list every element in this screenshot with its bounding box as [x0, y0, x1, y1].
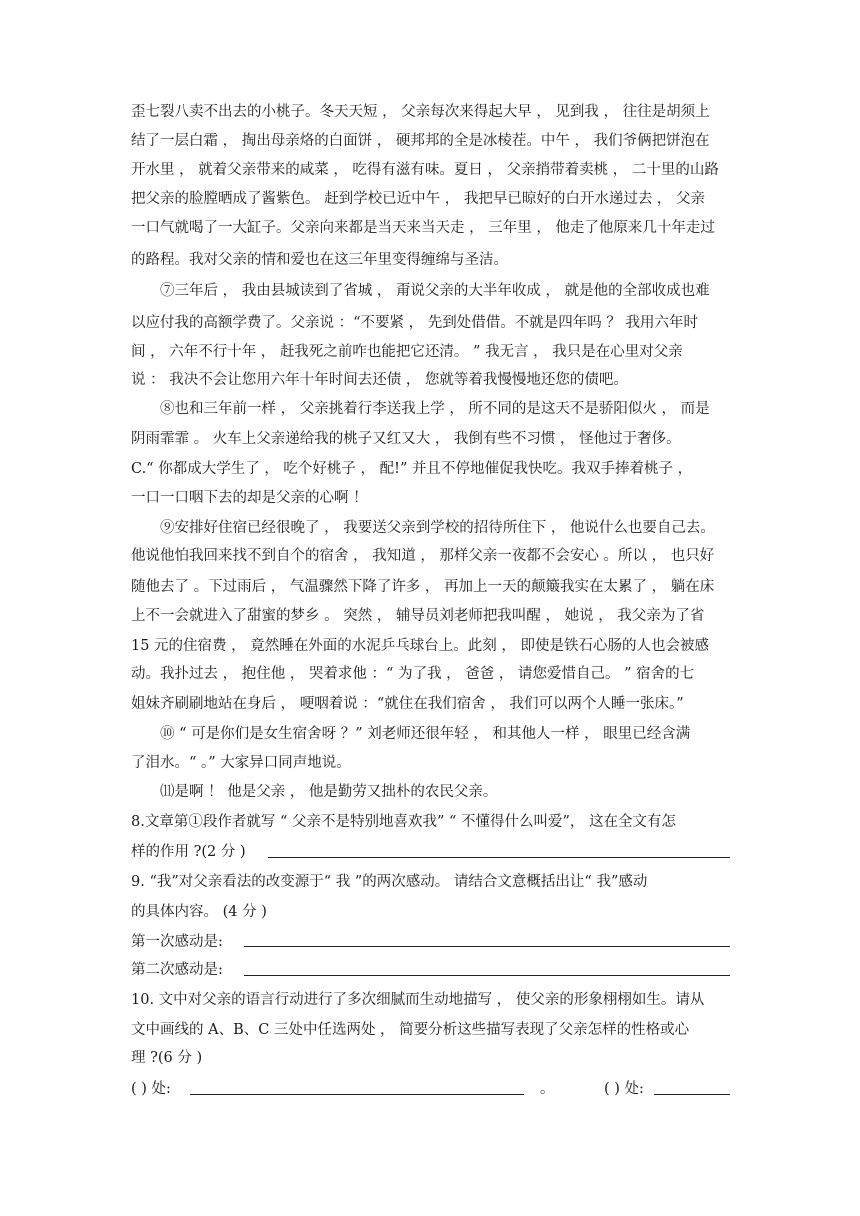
question-10-score: 理 ?(6 分 )	[131, 1050, 203, 1066]
passage-line: 结了一层白霜 ， 掏出母亲烙的白面饼 ， 硬邦邦的全是冰棱茬。中午 ， 我们爷俩把饼泡在	[131, 133, 710, 149]
question-10-text: 10. 文中对父亲的语言行动进行了多次细腻而生动地描写 ， 使父亲的形象栩栩如生。请从	[131, 992, 705, 1008]
passage-line: 的路程。我对父亲的情和爱也在这三年里变得缠绵与圣洁。	[131, 252, 508, 268]
question-8-score: 样的作用 ?(2 分 )	[131, 844, 246, 860]
answer-line-q10-second[interactable]	[654, 1094, 730, 1095]
second-touch-label: 第二次感动是:	[131, 962, 223, 978]
passage-line: 上不一会就进入了甜蜜的梦乡 。 突然 ， 辅导员刘老师把我叫醒 ， 她说 ， 我父亲为了省	[131, 608, 705, 624]
answer-line-q8[interactable]	[268, 857, 730, 858]
passage-line: 随他去了 。下过雨后 ， 气温骤然下降了许多 ， 再加上一天的颠簸我实在太累了 ， 躺在床	[131, 579, 715, 595]
answer-line-q10-first[interactable]	[190, 1094, 524, 1095]
passage-line: 一口气就喝了一大缸子。父亲向来都是当天来当天走 ， 三年里 ， 他走了他原来几十年走过	[131, 220, 715, 236]
paragraph-9-start: ⑨安排好住宿已经很晚了 ， 我要送父亲到学校的招待所住下 ， 他说什么也要自己去。	[160, 520, 715, 536]
answer-label-1: ( ) 处:	[131, 1081, 171, 1097]
passage-line: 阴雨霏霏 。 火车上父亲递给我的桃子又红又大 ， 我倒有些不习惯 ， 怪他过于奢侈。	[131, 431, 681, 447]
passage-line: 说 ： 我决不会让您用六年十年时间去还债 ， 您就等着我慢慢地还您的债吧。	[131, 372, 628, 388]
passage-line: 以应付我的高额学费了。父亲说 ：“不要紧 ， 先到处借借。不就是四年吗 ？ 我用六年时	[131, 315, 698, 331]
passage-line: 把父亲的脸膛晒成了酱紫色。 赶到学校已近中午 ， 我把早已晾好的白开水递过去 ， 父亲	[131, 191, 706, 207]
answer-label-2: ( ) 处:	[604, 1081, 644, 1097]
question-9-score: 的具体内容。 (4 分 )	[131, 904, 267, 920]
passage-line: 间 ， 六年不行十年 ， 赶我死之前咋也能把它还清。 ” 我无言 ， 我只是在心里对父亲	[131, 344, 683, 360]
question-8-text: 8.文章第①段作者就写 “ 父亲不是特别地喜欢我” “ 不懂得什么叫爱”， 这在全文有怎	[131, 814, 677, 830]
first-touch-label: 第一次感动是:	[131, 934, 223, 950]
passage-line: C.“ 你都成大学生了 ， 吃个好桃子 ， 配!” 并且不停地催促我快吃。我双手捧着桃子 ，	[131, 461, 693, 477]
period-mark: 。	[540, 1081, 555, 1097]
passage-line: 开水里 ， 就着父亲带来的咸菜 ， 吃得有滋有味。夏日 ， 父亲捎带着卖桃 ， 二十里的山路	[131, 162, 719, 178]
answer-line-second-touch[interactable]	[244, 975, 730, 976]
passage-line: 15 元的住宿费 ， 竟然睡在外面的水泥乒乓球台上。此刻 ， 即使是铁石心肠的人也会被感	[131, 638, 709, 654]
passage-line: 姐妹齐刷刷地站在身后 ， 哽咽着说 ：“就住在我们宿舍 ， 我们可以两个人睡一张床。”	[131, 696, 684, 712]
passage-line: 了泪水。“ 。” 大家异口同声地说。	[131, 755, 351, 771]
question-9-text: 9. “我”对父亲看法的改变源于“ 我 ”的两次感动。 请结合文意概括出让“ 我”感动	[131, 874, 648, 890]
passage-line: 歪七裂八卖不出去的小桃子。冬天天短 ， 父亲每次来得起大早 ， 见到我 ， 往往是胡须上	[131, 104, 710, 120]
paragraph-10-start: ⑩ “ 可是你们是女生宿舍呀 ？” 刘老师还很年轻 ， 和其他人一样 ， 眼里已经含满	[160, 726, 691, 742]
passage-line: 一口一口咽下去的却是父亲的心啊 ！	[131, 490, 368, 506]
answer-line-first-touch[interactable]	[244, 946, 730, 947]
passage-line: 他说他怕我回来找不到自个的宿舍 ， 我知道 ， 那样父亲一夜都不会安心 。所以 ， 也只好	[131, 548, 715, 564]
paragraph-8-start: ⑧也和三年前一样 ， 父亲挑着行李送我上学 ， 所不同的是这天不是骄阳似火 ， 而是	[160, 401, 710, 417]
paragraph-7-start: ⑦三年后 ， 我由县城读到了省城 ， 甭说父亲的大半年收成 ， 就是他的全部收成也难	[160, 283, 710, 299]
passage-line: 动。我扑过去 ， 抱住他 ， 哭着求他 ：“ 为了我 ， 爸爸 ， 请您爱惜自己。 ” 宿舍的七	[131, 666, 695, 682]
paragraph-11: ⑾是啊 ！ 他是父亲 ， 他是勤劳又拙朴的农民父亲。	[160, 784, 498, 800]
question-10-text-2: 文中画线的 A、B、C 三处中任选两处 ， 简要分析这些描写表现了父亲怎样的性格或心	[131, 1022, 690, 1038]
